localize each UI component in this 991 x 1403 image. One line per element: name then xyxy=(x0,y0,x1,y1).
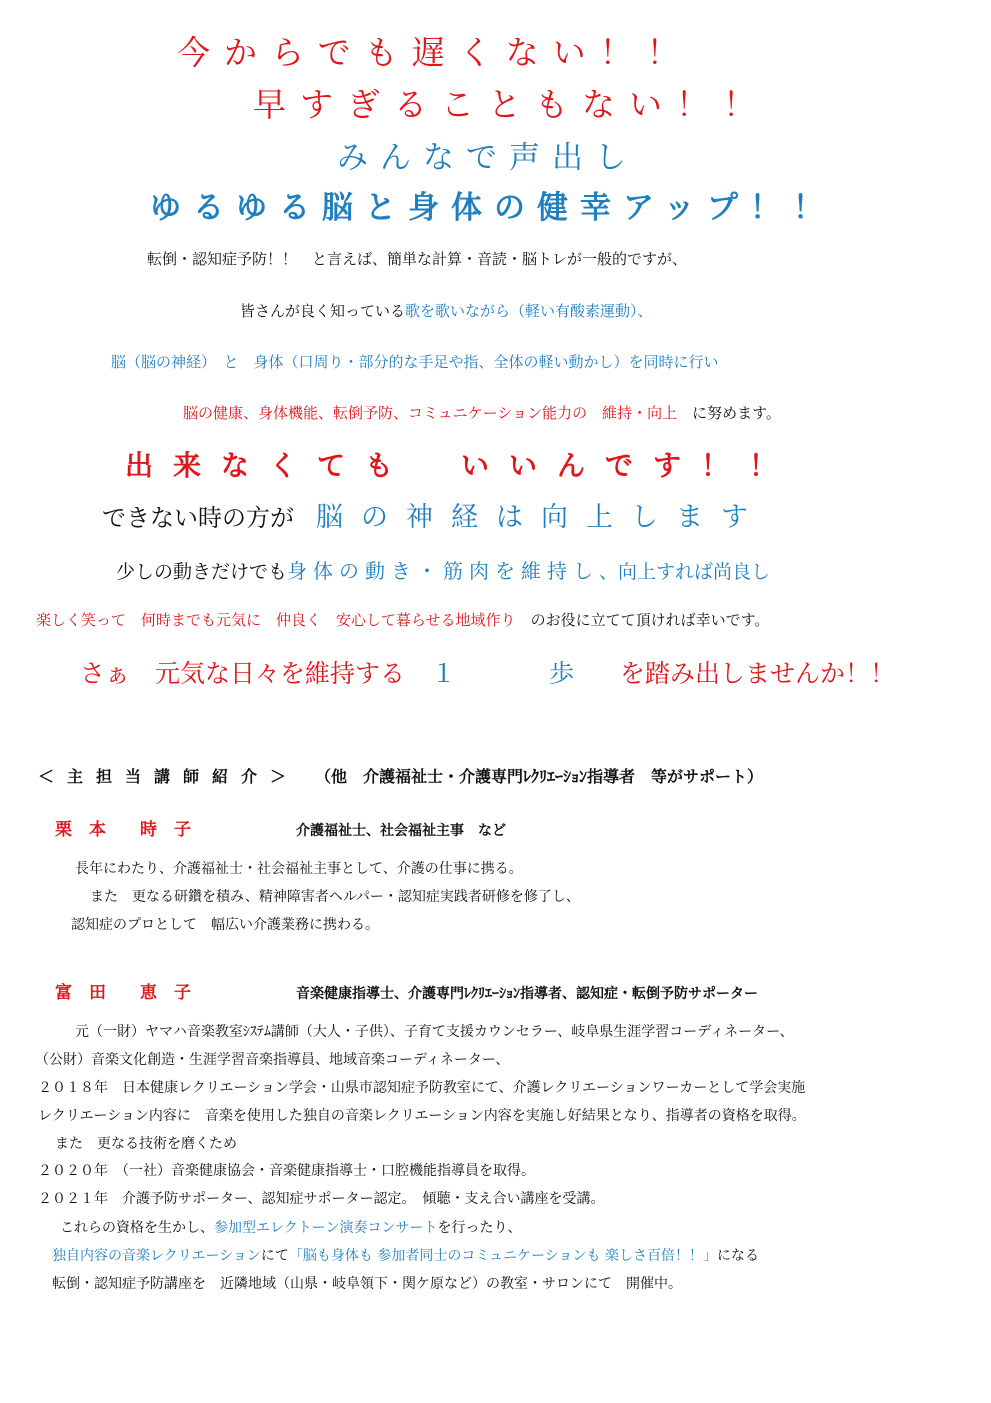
title-line-1: 今からでも遅くない！！ xyxy=(177,33,694,72)
instructor-tomita-bio-9 xyxy=(52,1249,759,1263)
intro-paragraph-4 xyxy=(183,406,781,421)
intro-p2-plain: 皆さんが良く知っている xyxy=(240,302,406,320)
intro-p2-highlight: 歌を歌いながら（軽い有酸素運動）、 xyxy=(405,302,653,320)
instructors-support: （他 介護福祉士・介護専門ﾚｸﾘｴｰｼｮﾝ指導者 等がサポート） xyxy=(315,767,764,786)
tomita-bio8-plain-1: これらの資格を生かし、 xyxy=(60,1220,214,1236)
title-line-2: 早すぎることもない！！ xyxy=(253,85,770,124)
tomita-bio8-highlight: 参加型エレクトーン演奏コンサート xyxy=(214,1220,438,1236)
message-nerve xyxy=(102,504,766,531)
intro-paragraph-3: 脳（脳の神経） と 身体（口周り・部分的な手足や指、全体の軽い動かし）を同時に行い xyxy=(111,353,719,371)
instructor-tomita-bio-6: ２０２０年 （一社）音楽健康協会・音楽健康指導士・口腔機能指導員を取得。 xyxy=(38,1163,535,1179)
message-step-part-1: さぁ 元気な日々を維持する xyxy=(80,659,406,688)
instructor-tomita-name: 富 田 恵 子 xyxy=(55,983,191,1003)
message-step xyxy=(80,661,895,686)
instructor-kurimoto-bio-3: 認知症のプロとして 幅広い介護業務に携わる。 xyxy=(71,917,379,933)
instructor-tomita-bio-2: （公財）音楽文化創造・生涯学習音楽指導員、地域音楽コーディネーター、 xyxy=(35,1052,510,1068)
message-step-number: １ 歩 xyxy=(431,659,594,688)
message-ok: 出来なくても いいんです！！ xyxy=(125,449,798,482)
instructor-kurimoto-bio-2: また 更なる研鑽を積み、精神障害者ヘルパー・認知症実践者研修を修了し、 xyxy=(90,889,580,905)
instructor-tomita-bio-5: また 更なる技術を磨くため xyxy=(55,1136,237,1152)
tomita-bio9-highlight-2: 「脳も身体も 参加者同士のコミュニケーションも 楽しさ百倍！！」 xyxy=(288,1248,717,1264)
instructor-kurimoto-name: 栗 本 時 子 xyxy=(55,820,191,840)
title-line-3: みんなで声出し xyxy=(337,140,638,176)
instructor-kurimoto-bio-1: 長年にわたり、介護福祉士・社会福祉主事として、介護の仕事に携る。 xyxy=(75,861,523,877)
message-move-highlight: 身体の動き・筋肉を維持し xyxy=(287,559,600,583)
instructor-tomita-bio-8 xyxy=(60,1221,521,1235)
instructor-tomita-role: 音楽健康指導士、介護専門ﾚｸﾘｴｰｼｮﾝ指導者、認知症・転倒予防サポーター xyxy=(296,986,758,1002)
tomita-bio9-plain-1: にて xyxy=(260,1248,289,1264)
message-nerve-highlight: 脳の神経は向上します xyxy=(316,502,766,533)
tomita-bio8-plain-2: を行ったり、 xyxy=(437,1220,522,1236)
intro-paragraph-2 xyxy=(240,304,653,319)
title-line-4: ゆるゆる脳と身体の健幸アップ！！ xyxy=(150,190,836,226)
instructors-heading xyxy=(38,769,763,785)
instructor-tomita-bio-7: ２０２１年 介護予防サポーター、認知症サポーター認定。 傾聴・支え合い講座を受講。 xyxy=(38,1191,605,1207)
instructor-tomita-bio-1: 元（一財）ヤマハ音楽教室ｼｽﾃﾑ講師（大人・子供）、子育て支援カウンセラー、岐阜県生涯学習コーディネーター、 xyxy=(75,1024,794,1040)
intro-p4-highlight: 脳の健康、身体機能、転倒予防、コミュニケーション能力の 維持・向上 xyxy=(183,404,678,422)
message-step-part-2: を踏み出しませんか！！ xyxy=(619,659,895,688)
instructor-tomita-bio-4: レクリエーション内容に 音楽を使用した独自の音楽レクリエーション内容を実施し好結果となり、指導者の資格を取得。 xyxy=(38,1108,806,1124)
instructors-heading-title: ＜主担当講師紹介＞ xyxy=(38,767,300,786)
intro-p4-plain: に努めます。 xyxy=(677,404,781,422)
message-community-plain: のお役に立てて頂ければ幸いです。 xyxy=(515,611,770,629)
message-move-plain: 少しの動きだけでも xyxy=(116,561,288,583)
instructor-kurimoto-role: 介護福祉士、社会福祉主事 など xyxy=(296,823,506,839)
message-move xyxy=(116,561,770,582)
message-nerve-plain: できない時の方が xyxy=(102,504,294,532)
tomita-bio9-plain-2: になる xyxy=(716,1248,759,1264)
instructor-tomita-bio-3: ２０１８年 日本健康レクリエーション学会・山県市認知症予防教室にて、介護レクリエーションワーカーとして学会実施 xyxy=(38,1080,806,1096)
message-community xyxy=(36,613,769,628)
message-move-end: 、向上すれば尚良し xyxy=(599,561,771,583)
tomita-bio9-highlight-1: 独自内容の音楽レクリエーション xyxy=(52,1248,261,1264)
message-community-highlight: 楽しく笑って 何時までも元気に 仲良く 安心して暮らせる地域作り xyxy=(36,611,516,629)
instructor-tomita-bio-10: 転倒・認知症予防講座を 近隣地域（山県・岐阜領下・関ケ原など）の教室・サロンにて 開催中。 xyxy=(52,1276,682,1292)
intro-paragraph-1: 転倒・認知症予防！！ と言えば、簡単な計算・音読・脳トレが一般的ですが、 xyxy=(147,250,688,268)
